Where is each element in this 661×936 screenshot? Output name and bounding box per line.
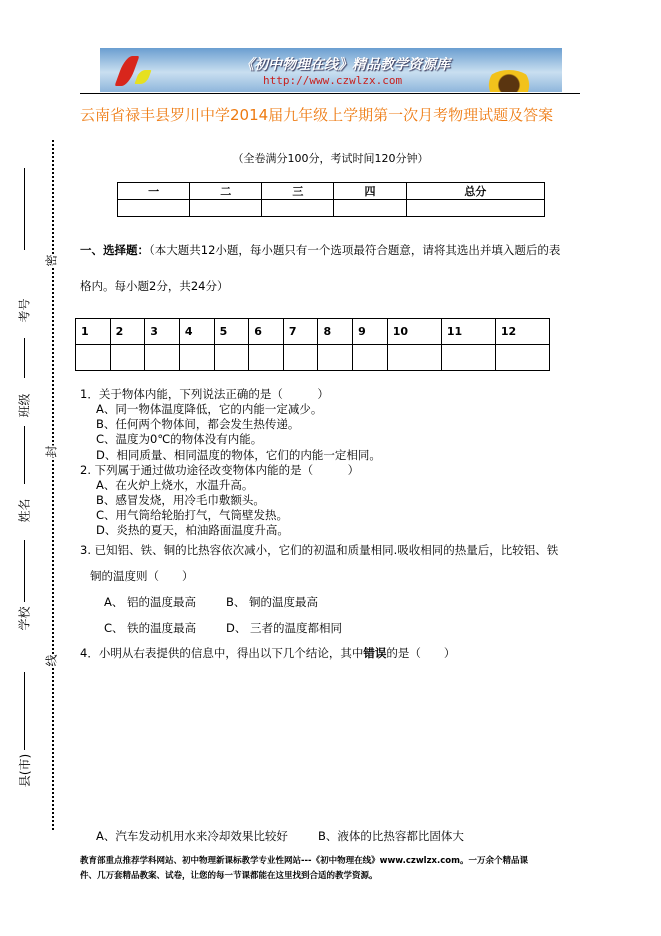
q4-stem-emphasis: 错误 <box>363 646 387 660</box>
answer-cell <box>110 345 145 371</box>
score-cell <box>190 200 262 217</box>
answer-cell <box>283 345 318 371</box>
answer-number: 9 <box>353 319 388 345</box>
sunflower-image <box>485 70 533 92</box>
answer-cell <box>179 345 214 371</box>
score-cell <box>118 200 190 217</box>
score-cell <box>406 200 544 217</box>
answer-cell <box>249 345 284 371</box>
blank-line <box>24 168 25 250</box>
answer-number: 5 <box>214 319 249 345</box>
label-county: 县(市) <box>18 753 33 788</box>
answer-cell <box>145 345 180 371</box>
q1-option-b: B、任何两个物体间，都会发生热传递。 <box>96 417 300 431</box>
answer-number: 12 <box>495 319 549 345</box>
q2-stem: 2. 下列属于通过做功途径改变物体内能的是（ ） <box>80 463 360 477</box>
label-class: 班级 <box>17 393 32 418</box>
logo-icon-accent <box>134 70 151 84</box>
blank-line <box>24 672 25 750</box>
q3-option-c: C、 铁的温度最高 <box>104 621 197 635</box>
section1-line1 <box>80 242 560 258</box>
label-exam-number: 考号 <box>17 298 32 323</box>
footer-line: 教育部重点推荐学科网站、初中物理新课标教学专业性网站---《初中物理在线》www.czwlzx.com。一万余个精品课 <box>80 856 528 866</box>
score-header: 四 <box>334 183 406 200</box>
page-title: 云南省禄丰县罗川中学2014届九年级上学期第一次月考物理试题及答案 <box>80 106 554 124</box>
q4-option-a: A、汽车发动机用水来冷却效果比较好 <box>96 829 288 843</box>
banner-url: http://www.czwlzx.com <box>263 74 403 87</box>
score-cell <box>262 200 334 217</box>
q3-option-a: A、 铝的温度最高 <box>104 595 197 609</box>
q3-stem-cont: 铜的温度则（ ） <box>90 569 194 583</box>
seal-char: 密 <box>44 254 59 267</box>
answer-number: 1 <box>76 319 111 345</box>
answer-number: 3 <box>145 319 180 345</box>
answer-number: 2 <box>110 319 145 345</box>
q1-stem: 1．关于物体内能，下列说法正确的是（ ） <box>80 387 329 401</box>
score-header: 二 <box>190 183 262 200</box>
q2-option-c: C、用气筒给轮胎打气，气筒壁发热。 <box>96 508 289 522</box>
q3-stem: 3. 已知铝、铁、铜的比热容依次减小，它们的初温和质量相同.吸收相同的热量后，比较铝、铁 <box>80 543 559 557</box>
q4-option-b: B、液体的比热容都比固体大 <box>318 829 464 843</box>
label-school: 学校 <box>17 606 32 631</box>
footer-ad <box>80 854 528 884</box>
site-banner[interactable] <box>100 48 562 92</box>
answer-number: 8 <box>318 319 353 345</box>
answer-cell <box>387 345 441 371</box>
q4-stem-end: 的是（ ） <box>386 646 456 660</box>
answer-cell <box>76 345 111 371</box>
section1-heading: 一、选择题： <box>80 243 149 257</box>
score-header: 一 <box>118 183 190 200</box>
section1-desc-cont: 格内。每小题2分，共24分） <box>80 279 229 293</box>
q4-stem <box>80 645 455 661</box>
answer-cell <box>495 345 549 371</box>
label-name: 姓名 <box>17 498 32 523</box>
answer-table <box>75 318 550 371</box>
q1-option-d: D、相同质量、相同温度的物体，它们的内能一定相同。 <box>96 448 381 462</box>
exam-info: （全卷满分100分，考试时间120分钟） <box>232 152 429 165</box>
q3-option-d: D、 三者的温度都相同 <box>226 621 343 635</box>
section1-desc: （本大题共12小题，每小题只有一个选项最符合题意，请将其选出并填入题后的表 <box>149 243 561 257</box>
answer-number: 6 <box>249 319 284 345</box>
answer-cell <box>353 345 388 371</box>
q2-option-d: D、炎热的夏天，柏油路面温度升高。 <box>96 523 289 537</box>
q2-option-a: A、在火炉上烧水，水温升高。 <box>96 478 254 492</box>
answer-cell <box>441 345 495 371</box>
answer-number: 7 <box>283 319 318 345</box>
q1-option-c: C、温度为0℃的物体没有内能。 <box>96 432 263 446</box>
header-divider <box>80 93 580 94</box>
seal-char: 封 <box>44 445 59 458</box>
footer-line: 件、几万套精品教案、试卷，让您的每一节课都能在这里找到合适的教学资源。 <box>80 871 378 881</box>
q2-option-b: B、感冒发烧，用冷毛巾敷额头。 <box>96 493 265 507</box>
score-header: 三 <box>262 183 334 200</box>
answer-number: 4 <box>179 319 214 345</box>
answer-cell <box>318 345 353 371</box>
score-header: 总分 <box>406 183 544 200</box>
answer-number: 10 <box>387 319 441 345</box>
blank-line <box>24 338 25 378</box>
q1-option-a: A、同一物体温度降低，它的内能一定减少。 <box>96 402 323 416</box>
score-table <box>117 182 545 217</box>
seal-char: 线 <box>44 654 59 667</box>
q3-option-b: B、 铜的温度最高 <box>226 595 319 609</box>
blank-line <box>24 426 25 484</box>
answer-number: 11 <box>441 319 495 345</box>
q4-stem-text: 4．小明从右表提供的信息中，得出以下几个结论，其中 <box>80 646 364 660</box>
seal-dotted-line <box>52 140 54 830</box>
blank-line <box>24 540 25 602</box>
answer-cell <box>214 345 249 371</box>
score-cell <box>334 200 406 217</box>
banner-title: 《初中物理在线》精品教学资源库 <box>240 57 450 73</box>
